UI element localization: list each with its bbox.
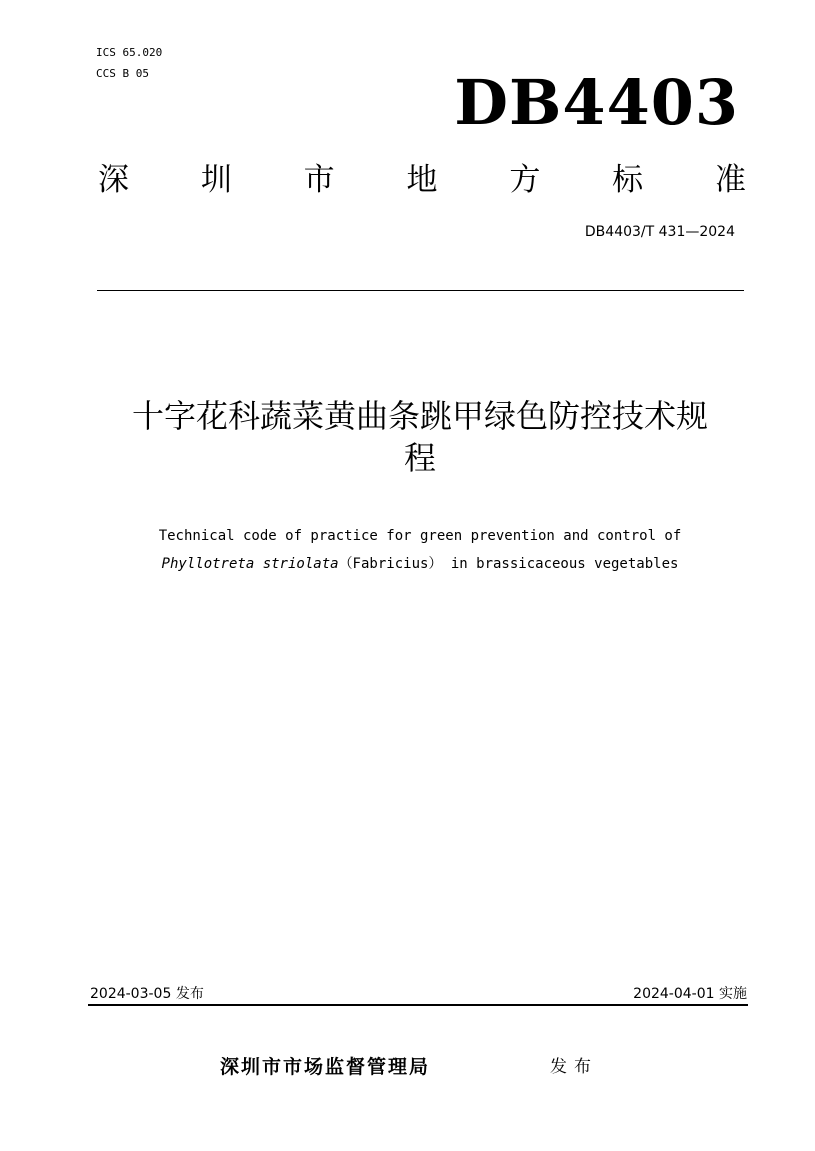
standard-type-char: 深	[98, 162, 129, 198]
title-line-1: 十字花科蔬菜黄曲条跳甲绿色防控技术规	[131, 397, 708, 435]
release-date: 2024-03-05	[90, 986, 172, 1002]
classification-codes	[96, 42, 162, 84]
standard-number: DB4403/T 431—2024	[584, 224, 735, 240]
implement-label: 实施	[719, 986, 747, 1002]
ccs-code: CCS B 05	[96, 67, 149, 80]
footer-divider	[88, 1004, 748, 1006]
standard-type-char: 市	[303, 162, 335, 198]
title-line-2: 程	[403, 439, 436, 477]
standard-type-heading	[98, 158, 746, 202]
document-title-en	[90, 522, 750, 578]
en-title-line-2-rest: （Fabricius） in brassicaceous vegetables	[338, 556, 679, 572]
document-title-zh	[90, 395, 750, 479]
release-label: 发布	[175, 986, 204, 1002]
ics-code: ICS 65.020	[96, 46, 163, 59]
en-title-line-2	[90, 550, 750, 578]
issue-word: 发布	[550, 1057, 598, 1077]
standard-type-char: 准	[714, 162, 746, 198]
en-title-line-1: Technical code of practice for green prevention and control of	[158, 528, 682, 544]
implement-date: 2024-04-01	[633, 986, 715, 1002]
standard-type-char: 方	[509, 162, 541, 198]
standard-type-char: 圳	[200, 162, 232, 198]
scientific-name: Phyllotreta striolata	[161, 556, 339, 572]
header-divider	[97, 290, 744, 291]
standard-type-char: 地	[406, 162, 438, 198]
release-date-block	[90, 984, 204, 1004]
implement-date-block	[633, 984, 747, 1004]
standard-type-char: 标	[612, 162, 644, 198]
issuing-authority: 深圳市市场监督管理局	[220, 1056, 431, 1078]
standard-logo: DB4403	[454, 66, 739, 139]
